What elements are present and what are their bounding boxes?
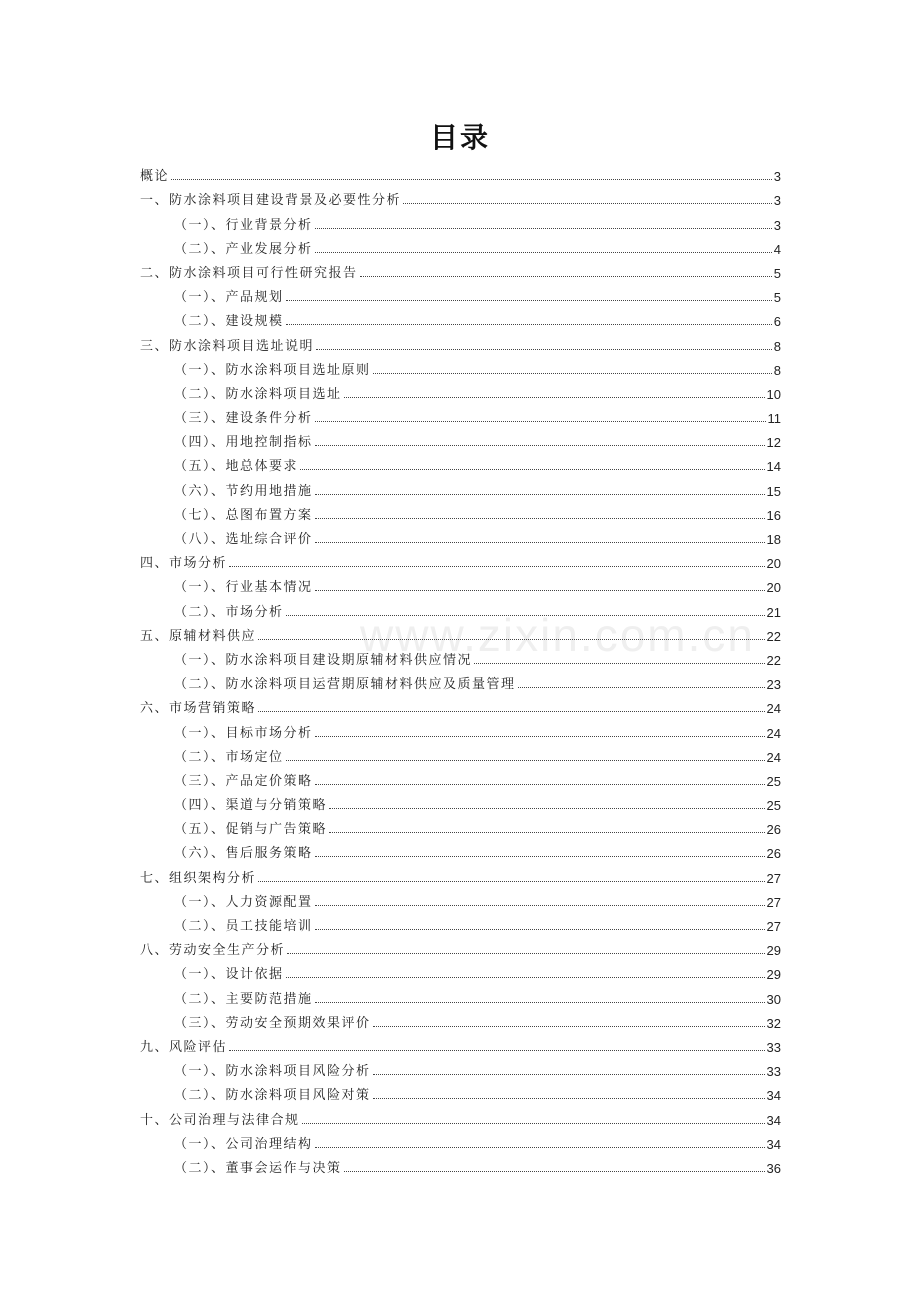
toc-entry-label: 八、劳动安全生产分析 — [140, 943, 286, 959]
toc-entry-label: （三）、产品定价策略 — [174, 773, 313, 789]
toc-entry-label: 概论 — [140, 169, 170, 185]
toc-entry[interactable] — [140, 886, 781, 910]
toc-entry[interactable] — [140, 523, 781, 547]
toc-entry-page-number: 33 — [766, 1064, 781, 1080]
toc-dot-leader — [373, 1098, 765, 1099]
toc-entry[interactable] — [140, 474, 781, 498]
toc-entry-page-number: 34 — [766, 1136, 781, 1152]
toc-entry-page-number: 29 — [766, 943, 781, 959]
toc-entry[interactable] — [140, 426, 781, 450]
toc-entry-label: （一）、公司治理结构 — [174, 1136, 313, 1152]
toc-entry[interactable] — [140, 837, 781, 861]
toc-dot-leader — [315, 445, 765, 446]
toc-entry[interactable] — [140, 910, 781, 934]
toc-dot-leader — [315, 518, 765, 519]
toc-entry-page-number: 10 — [766, 386, 781, 402]
toc-entry-label: 一、防水涂料项目建设背景及必要性分析 — [140, 193, 402, 209]
toc-entry-label: （八）、选址综合评价 — [174, 532, 313, 547]
toc-entry-page-number: 27 — [766, 894, 781, 910]
toc-entry[interactable] — [140, 257, 781, 281]
toc-entry-label: （二）、建设规模 — [174, 314, 284, 330]
toc-entry-page-number: 22 — [766, 652, 781, 668]
watermark: www.zixin.com.cn — [360, 609, 755, 661]
toc-dot-leader — [315, 228, 772, 229]
toc-entry-label: （三）、建设条件分析 — [174, 411, 313, 427]
toc-entry[interactable] — [140, 329, 781, 353]
toc-entry[interactable] — [140, 620, 781, 644]
toc-dot-leader — [403, 203, 772, 204]
toc-entry-page-number: 29 — [766, 967, 781, 983]
toc-entry-page-number: 27 — [766, 870, 781, 886]
toc-entry[interactable] — [140, 1055, 781, 1079]
toc-entry-page-number: 20 — [766, 556, 781, 572]
toc-dot-leader — [373, 1026, 765, 1027]
toc-entry-label: （一）、人力资源配置 — [174, 894, 313, 910]
toc-entry-label: 三、防水涂料项目选址说明 — [140, 338, 315, 354]
toc-entry-label: （二）、员工技能培训 — [174, 919, 313, 934]
toc-entry[interactable] — [140, 547, 781, 571]
toc-entry-page-number: 26 — [766, 822, 781, 838]
toc-entry-page-number: 15 — [766, 483, 781, 499]
toc-entry[interactable] — [140, 378, 781, 402]
toc-dot-leader — [286, 977, 765, 978]
page-title: 目录 — [429, 121, 490, 154]
toc-entry-page-number: 5 — [773, 290, 781, 306]
toc-entry-label: （四）、渠道与分销策略 — [174, 798, 328, 814]
toc-entry-page-number: 5 — [773, 265, 781, 281]
table-of-contents — [140, 160, 781, 1176]
toc-dot-leader — [329, 808, 765, 809]
toc-entry-page-number: 16 — [766, 507, 781, 523]
toc-entry-page-number: 11 — [767, 411, 781, 427]
toc-entry-label: 九、风险评估 — [140, 1039, 228, 1055]
toc-entry-label: 二、防水涂料项目可行性研究报告 — [140, 265, 358, 281]
toc-entry-label: （二）、董事会运作与决策 — [174, 1160, 342, 1176]
toc-dot-leader — [315, 929, 765, 930]
toc-entry-label: （一）、目标市场分析 — [174, 725, 313, 741]
toc-entry-page-number: 27 — [766, 919, 781, 934]
toc-dot-leader — [287, 953, 765, 954]
toc-dot-leader — [344, 397, 765, 398]
toc-dot-leader — [373, 373, 772, 374]
toc-dot-leader — [315, 905, 765, 906]
toc-entry-label: （四）、用地控制指标 — [174, 435, 313, 451]
toc-entry-label: 十、公司治理与法律合规 — [140, 1112, 300, 1128]
toc-dot-leader — [258, 711, 765, 712]
toc-entry[interactable] — [140, 160, 781, 184]
toc-entry-page-number: 23 — [766, 677, 781, 693]
toc-entry[interactable] — [140, 982, 781, 1006]
toc-entry[interactable] — [140, 668, 781, 692]
toc-entry-page-number: 34 — [766, 1112, 781, 1128]
toc-entry-page-number: 12 — [766, 435, 781, 451]
toc-entry[interactable] — [140, 692, 781, 716]
toc-entry-page-number: 20 — [766, 580, 781, 596]
toc-dot-leader — [316, 349, 772, 350]
toc-entry[interactable] — [140, 765, 781, 789]
toc-entry-page-number: 30 — [766, 991, 781, 1007]
toc-entry-label: 六、市场营销策略 — [140, 701, 257, 717]
toc-entry[interactable] — [140, 813, 781, 837]
toc-entry-page-number: 22 — [766, 628, 781, 644]
toc-dot-leader — [360, 276, 772, 277]
toc-entry-label: （六）、节约用地措施 — [174, 483, 313, 499]
toc-entry-page-number: 25 — [766, 773, 781, 789]
toc-entry[interactable] — [140, 571, 781, 595]
toc-entry-page-number: 25 — [766, 798, 781, 814]
toc-dot-leader — [315, 590, 765, 591]
toc-entry-page-number: 3 — [773, 169, 781, 185]
toc-entry-page-number: 32 — [766, 1015, 781, 1031]
toc-entry-label: （二）、市场定位 — [174, 749, 284, 765]
toc-dot-leader — [329, 832, 765, 833]
toc-entry[interactable] — [140, 1031, 781, 1055]
toc-dot-leader — [286, 324, 772, 325]
toc-dot-leader — [229, 1050, 765, 1051]
toc-dot-leader — [302, 1123, 765, 1124]
toc-entry[interactable] — [140, 450, 781, 474]
toc-dot-leader — [315, 421, 766, 422]
toc-entry-page-number: 33 — [766, 1039, 781, 1055]
toc-dot-leader — [315, 542, 765, 543]
toc-dot-leader — [258, 639, 765, 640]
toc-entry-label: （五）、促销与广告策略 — [174, 822, 328, 838]
toc-entry-page-number: 4 — [773, 241, 781, 257]
toc-entry[interactable] — [140, 861, 781, 885]
toc-entry-label: （二）、防水涂料项目运营期原辅材料供应及质量管理 — [174, 677, 516, 693]
toc-entry[interactable] — [140, 789, 781, 813]
toc-dot-leader — [171, 179, 772, 180]
toc-entry[interactable] — [140, 208, 781, 232]
toc-entry-page-number: 24 — [766, 725, 781, 741]
toc-dot-leader — [315, 252, 772, 253]
toc-entry[interactable] — [140, 1152, 781, 1176]
toc-dot-leader — [344, 1171, 765, 1172]
toc-entry[interactable] — [140, 1128, 781, 1152]
toc-entry-label: （五）、地总体要求 — [174, 459, 299, 475]
toc-entry[interactable] — [140, 499, 781, 523]
toc-entry-label: （一）、产品规划 — [174, 290, 284, 306]
toc-entry-label: （二）、主要防范措施 — [174, 991, 313, 1007]
toc-entry[interactable] — [140, 1103, 781, 1127]
toc-entry-label: （一）、防水涂料项目选址原则 — [174, 362, 371, 378]
toc-entry-label: （一）、设计依据 — [174, 967, 284, 983]
toc-entry-label: （二）、产业发展分析 — [174, 241, 313, 257]
toc-dot-leader — [315, 1002, 765, 1003]
toc-entry-page-number: 14 — [766, 459, 781, 475]
toc-entry[interactable] — [140, 233, 781, 257]
toc-dot-leader — [373, 1074, 765, 1075]
toc-entry-page-number: 18 — [766, 532, 781, 547]
toc-entry-label: （二）、防水涂料项目风险对策 — [174, 1088, 371, 1104]
toc-entry[interactable] — [140, 716, 781, 740]
toc-entry-label: （一）、防水涂料项目风险分析 — [174, 1064, 371, 1080]
toc-dot-leader — [315, 736, 765, 737]
toc-entry-page-number: 36 — [766, 1160, 781, 1176]
toc-entry-label: （一）、行业基本情况 — [174, 580, 313, 596]
toc-entry-label: （一）、防水涂料项目建设期原辅材料供应情况 — [174, 652, 473, 668]
toc-dot-leader — [315, 494, 765, 495]
toc-entry-page-number: 34 — [766, 1088, 781, 1104]
toc-entry-label: 四、市场分析 — [140, 556, 228, 572]
toc-entry-label: 五、原辅材料供应 — [140, 628, 257, 644]
toc-entry[interactable] — [140, 741, 781, 765]
toc-entry[interactable] — [140, 1007, 781, 1031]
toc-dot-leader — [315, 784, 765, 785]
toc-entry[interactable] — [140, 644, 781, 668]
toc-dot-leader — [286, 615, 765, 616]
toc-dot-leader — [315, 1147, 765, 1148]
toc-entry-label: （三）、劳动安全预期效果评价 — [174, 1015, 371, 1031]
toc-entry[interactable] — [140, 184, 781, 208]
toc-entry-label: （一）、行业背景分析 — [174, 217, 313, 233]
toc-dot-leader — [286, 300, 772, 301]
toc-entry[interactable] — [140, 958, 781, 982]
toc-entry-label: （二）、市场分析 — [174, 604, 284, 620]
toc-entry-label: （七）、总图布置方案 — [174, 507, 313, 523]
toc-dot-leader — [315, 856, 765, 857]
toc-entry-page-number: 3 — [773, 193, 781, 209]
toc-entry-page-number: 21 — [766, 604, 781, 620]
toc-dot-leader — [518, 687, 765, 688]
toc-entry[interactable] — [140, 281, 781, 305]
toc-entry-page-number: 3 — [773, 217, 781, 233]
toc-entry-page-number: 26 — [766, 846, 781, 862]
toc-entry[interactable] — [140, 402, 781, 426]
toc-entry[interactable] — [140, 934, 781, 958]
toc-dot-leader — [286, 760, 765, 761]
toc-entry-page-number: 8 — [773, 362, 781, 378]
toc-entry-page-number: 8 — [773, 338, 781, 354]
toc-entry[interactable] — [140, 595, 781, 619]
toc-entry-page-number: 24 — [766, 701, 781, 717]
toc-dot-leader — [474, 663, 765, 664]
toc-entry[interactable] — [140, 305, 781, 329]
toc-dot-leader — [258, 881, 765, 882]
toc-entry-page-number: 24 — [766, 749, 781, 765]
toc-entry-label: （二）、防水涂料项目选址 — [174, 386, 342, 402]
toc-entry-label: （六）、售后服务策略 — [174, 846, 313, 862]
toc-dot-leader — [229, 566, 765, 567]
toc-entry[interactable] — [140, 1079, 781, 1103]
toc-dot-leader — [300, 469, 765, 470]
toc-entry-page-number: 6 — [773, 314, 781, 330]
toc-entry[interactable] — [140, 354, 781, 378]
toc-entry-label: 七、组织架构分析 — [140, 870, 257, 886]
